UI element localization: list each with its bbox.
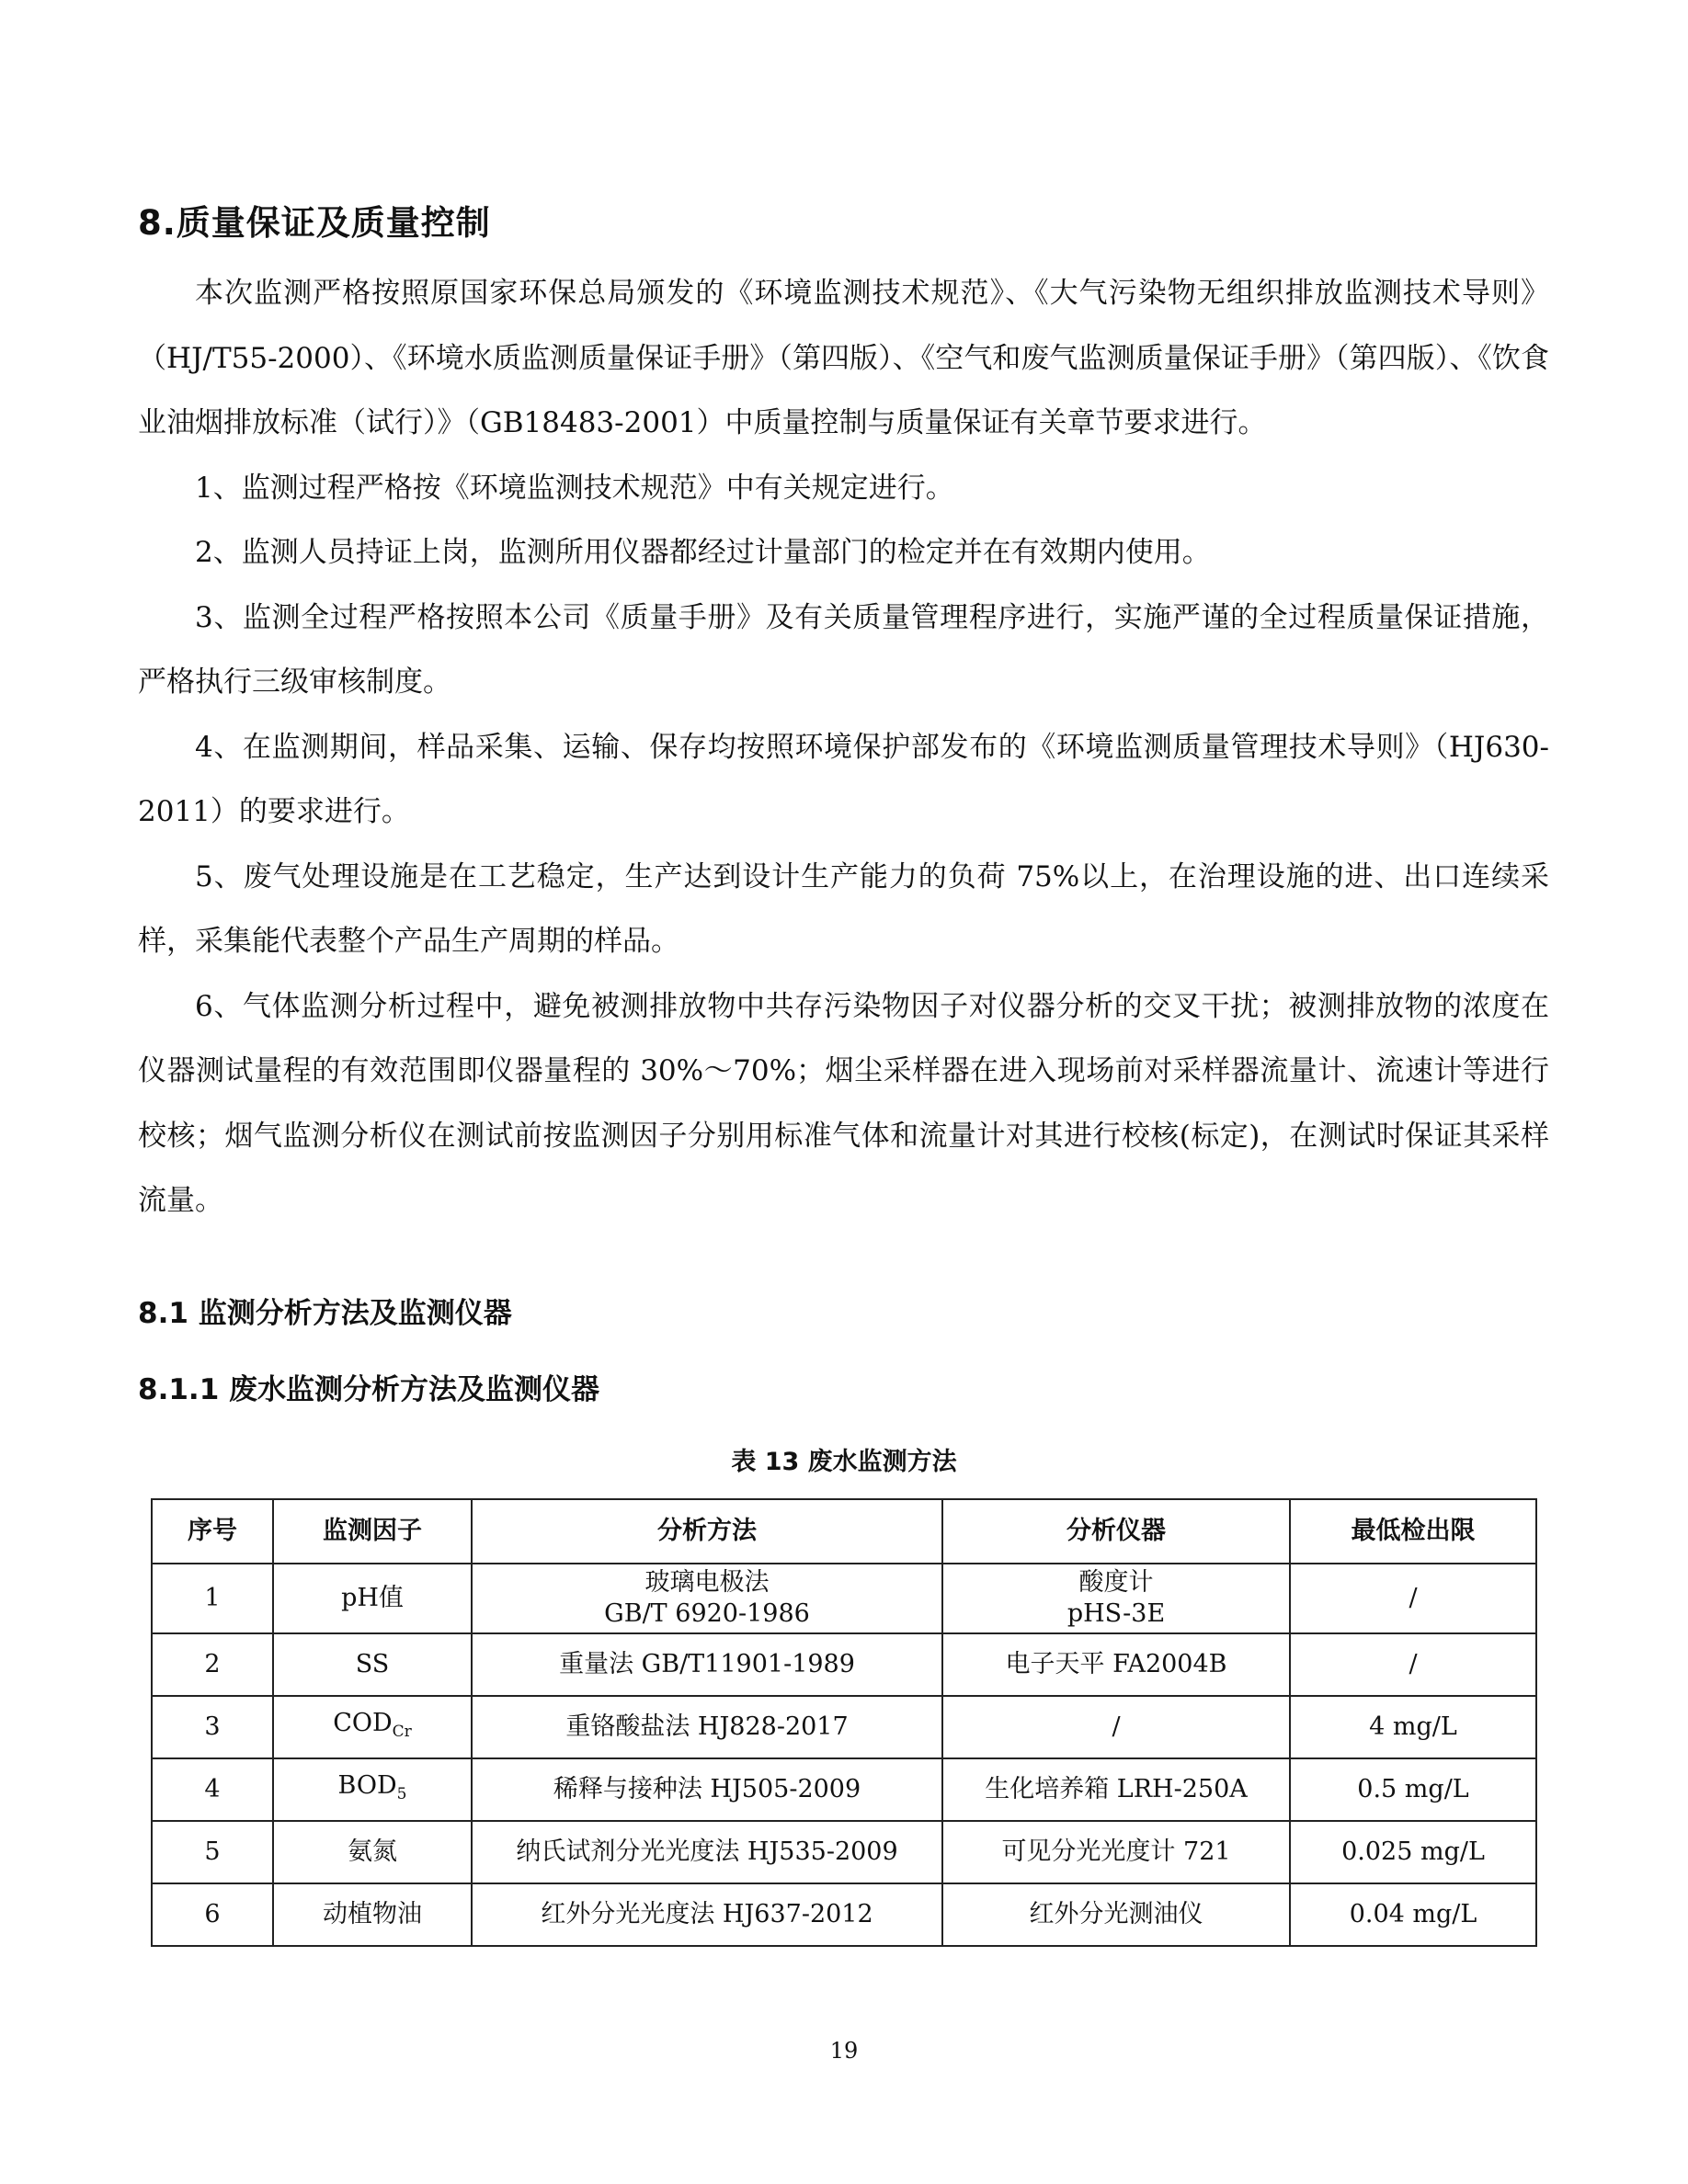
- factor-text: BOD: [337, 1770, 397, 1800]
- paragraph-intro: 本次监测严格按照原国家环保总局颁发的《环境监测技术规范》、《大气污染物无组织排放监测技术导则》（HJ/T55-2000）、《环境水质监测质量保证手册》（第四版）、《空气和废气监测质量保证手册》（第四版）、《饮食业油烟排放标准（试行）》（GB18483-2001）中质量控制与质量保证有关章节要求进行。: [138, 277, 1549, 439]
- section-title: 8.质量保证及质量控制: [138, 203, 491, 243]
- cell-factor: [273, 1883, 472, 1946]
- table-caption: 表 13 废水监测方法: [731, 1448, 957, 1476]
- paragraph-item-5: 5、废气处理设施是在工艺稳定，生产达到设计生产能力的负荷 75%以上，在治理设施的进、出口连续采样，采集能代表整个产品生产周期的样品。: [138, 859, 1549, 958]
- cell-factor: [273, 1633, 472, 1696]
- paragraph-item-2: 2、监测人员持证上岗，监测所用仪器都经过计量部门的检定并在有效期内使用。: [195, 536, 1211, 569]
- cell-limit: 0.5 mg/L: [1290, 1758, 1536, 1821]
- factor-text: 氨氮: [348, 1837, 397, 1866]
- cell-instrument: [942, 1564, 1290, 1633]
- table-row: [152, 1758, 1536, 1821]
- cell-factor: [273, 1564, 472, 1633]
- instrument-line: pHS-3E: [1066, 1599, 1166, 1628]
- cell-instrument: 电子天平 FA2004B: [942, 1633, 1290, 1696]
- factor-text: COD: [333, 1708, 393, 1737]
- cell-no: 1: [152, 1564, 273, 1633]
- cell-no: 5: [152, 1821, 273, 1883]
- table-header-row: [152, 1499, 1536, 1564]
- header-factor: 监测因子: [273, 1499, 472, 1564]
- cell-limit: 4 mg/L: [1290, 1696, 1536, 1758]
- cell-method: 稀释与接种法 HJ505-2009: [472, 1758, 942, 1821]
- cell-method: 纳氏试剂分光光度法 HJ535-2009: [472, 1821, 942, 1883]
- paragraph-item-4: 4、在监测期间，样品采集、运输、保存均按照环境保护部发布的《环境监测质量管理技术导则》（HJ630-2011）的要求进行。: [138, 730, 1549, 828]
- header-instrument: 分析仪器: [942, 1499, 1290, 1564]
- paragraph-item-1: 1、监测过程严格按《环境监测技术规范》中有关规定进行。: [195, 471, 954, 505]
- paragraph-item-6: 6、气体监测分析过程中，避免被测排放物中共存污染物因子对仪器分析的交叉干扰；被测排放物的浓度在仪器测试量程的有效范围即仪器量程的 30%～70%；烟尘采样器在进入现场前对采样器流量计、流速计等进行校核；烟气监测分析仪在测试前按监测因子分别用标准气体和流量计对其进行校核(标定)，在测试时保证其采样流量。: [138, 989, 1549, 1217]
- cell-instrument: /: [942, 1696, 1290, 1758]
- cell-limit: 0.025 mg/L: [1290, 1821, 1536, 1883]
- page-number: 19: [829, 2038, 859, 2064]
- cell-factor: [273, 1758, 472, 1821]
- subsubsection-title: 8.1.1 废水监测分析方法及监测仪器: [138, 1373, 600, 1406]
- table-row: [152, 1633, 1536, 1696]
- table-row: [152, 1821, 1536, 1883]
- cell-method: 重铬酸盐法 HJ828-2017: [472, 1696, 942, 1758]
- subsection-title: 8.1 监测分析方法及监测仪器: [138, 1297, 512, 1330]
- factor-text: pH值: [341, 1584, 404, 1612]
- section-body: [138, 261, 1549, 1234]
- cell-method: 红外分光光度法 HJ637-2012: [472, 1883, 942, 1946]
- cell-limit: /: [1290, 1564, 1536, 1633]
- method-line: GB/T 6920-1986: [604, 1599, 810, 1628]
- table-row: [152, 1883, 1536, 1946]
- factor-text: SS: [355, 1650, 390, 1678]
- cell-method: 重量法 GB/T11901-1989: [472, 1633, 942, 1696]
- factor-subscript: Cr: [392, 1722, 412, 1741]
- cell-no: 3: [152, 1696, 273, 1758]
- table-row: [152, 1564, 1536, 1633]
- cell-method: [472, 1564, 942, 1633]
- factor-subscript: 5: [396, 1784, 407, 1803]
- cell-factor: [273, 1696, 472, 1758]
- method-line: 玻璃电极法: [644, 1568, 770, 1597]
- header-method: 分析方法: [472, 1499, 942, 1564]
- cell-no: 2: [152, 1633, 273, 1696]
- cell-no: 4: [152, 1758, 273, 1821]
- table-row: [152, 1696, 1536, 1758]
- cell-instrument: 红外分光测油仪: [942, 1883, 1290, 1946]
- cell-limit: 0.04 mg/L: [1290, 1883, 1536, 1946]
- cell-no: 6: [152, 1883, 273, 1946]
- cell-limit: /: [1290, 1633, 1536, 1696]
- header-limit: 最低检出限: [1290, 1499, 1536, 1564]
- factor-text: 动植物油: [323, 1900, 422, 1928]
- cell-factor: [273, 1821, 472, 1883]
- instrument-line: 酸度计: [1078, 1568, 1154, 1597]
- header-no: 序号: [152, 1499, 273, 1564]
- paragraph-item-3: 3、监测全过程严格按照本公司《质量手册》及有关质量管理程序进行，实施严谨的全过程质量保证措施，严格执行三级审核制度。: [138, 600, 1549, 699]
- wastewater-methods-table: [151, 1498, 1537, 1947]
- cell-instrument: 生化培养箱 LRH-250A: [942, 1758, 1290, 1821]
- cell-instrument: 可见分光光度计 721: [942, 1821, 1290, 1883]
